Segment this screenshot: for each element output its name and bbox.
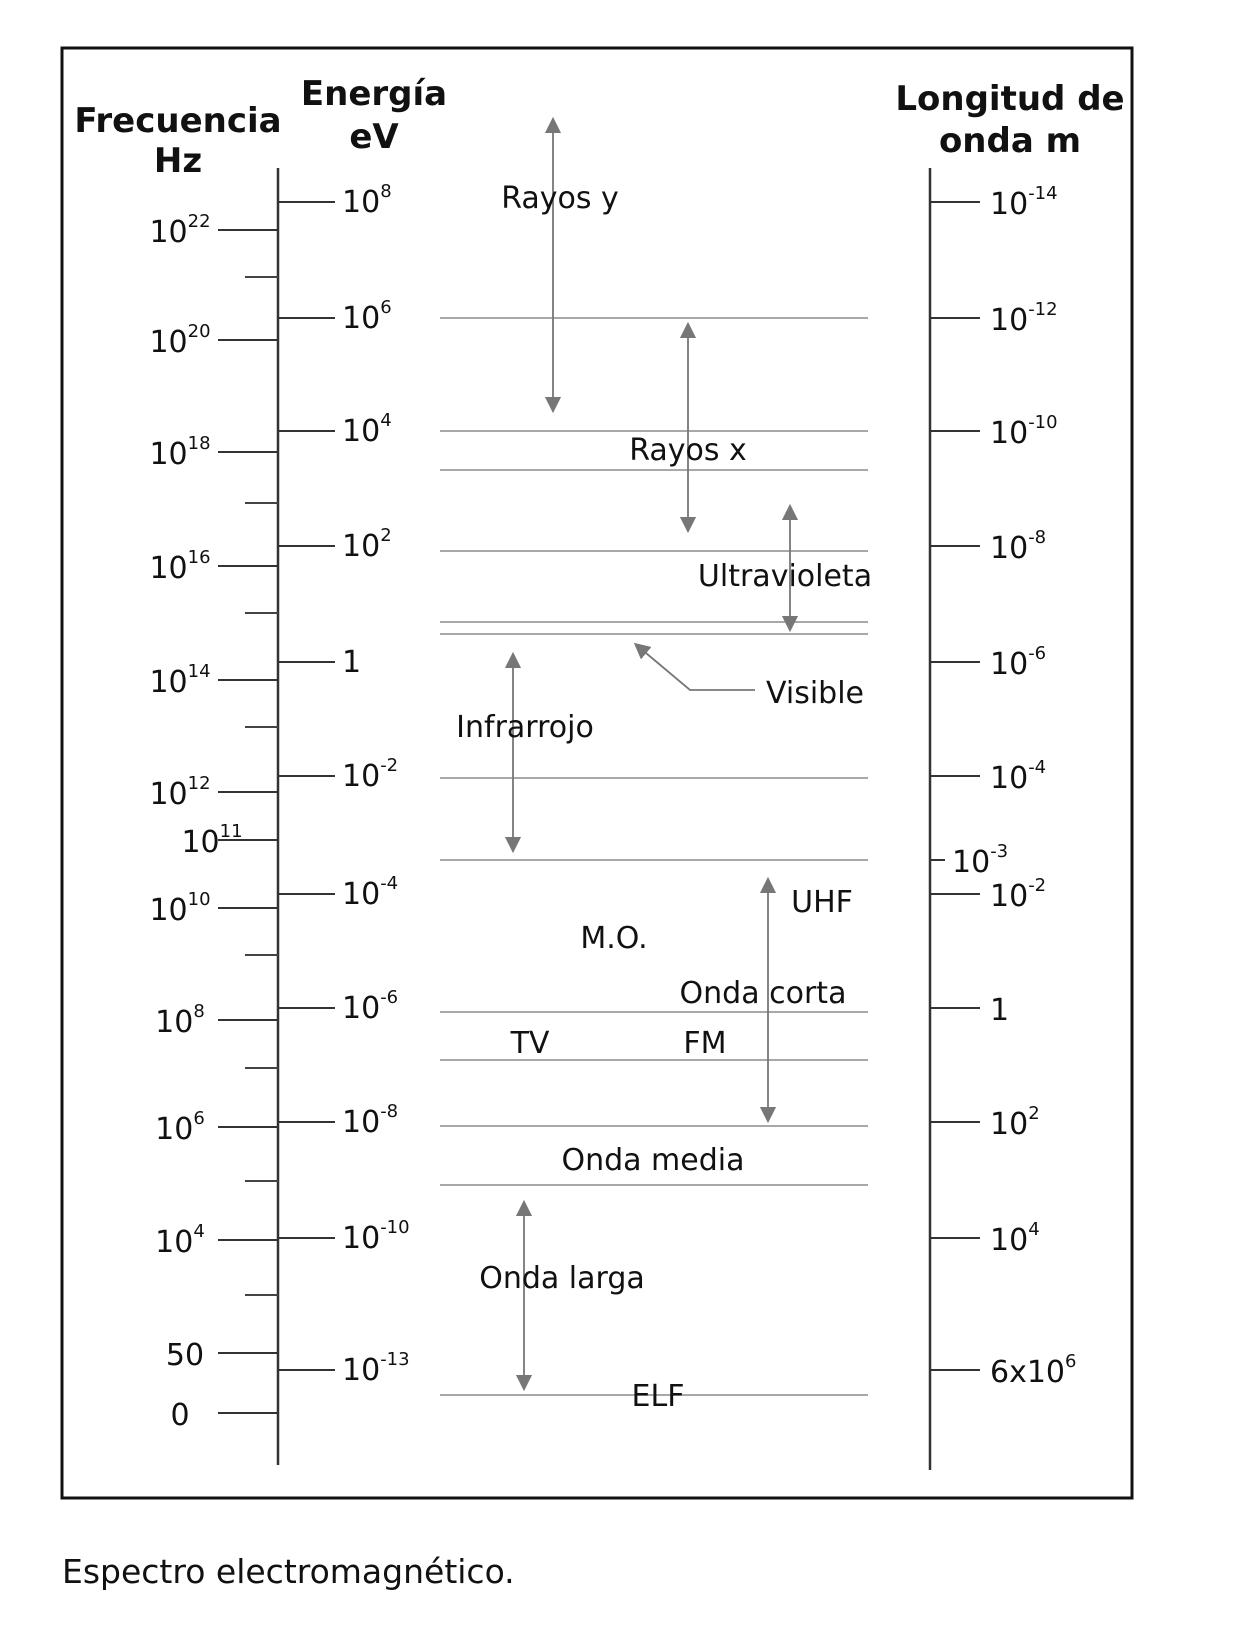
energy-label: $10^8$ (342, 181, 392, 220)
wavelength-label: $10^{-2}$ (990, 875, 1047, 914)
wavelength-label: $10^{-4}$ (990, 757, 1047, 796)
frequency-label: $10^{11}$ (181, 821, 243, 860)
band-label-ultraviolet: Ultravioleta (697, 559, 873, 594)
band-labels (456, 181, 872, 1414)
frequency-labels (149, 211, 278, 1433)
wavelength-label: $10^{-3}$ (952, 841, 1009, 880)
frequency-label: 50 (165, 1338, 205, 1373)
frequency-label: $10^{18}$ (149, 433, 211, 472)
band-label-fm: FM (683, 1026, 727, 1061)
header-energy-line2: eV (349, 117, 399, 157)
band-label-short-wave: Onda corta (679, 976, 847, 1011)
header-wavelength-line1: Longitud de (895, 79, 1125, 119)
band-label-medium-wave: Onda media (561, 1143, 745, 1178)
band-label-gamma-rays: Rayos y (501, 181, 619, 216)
left-minor-ticks (245, 277, 278, 1295)
wavelength-label: $6x10^6$ (990, 1351, 1077, 1390)
visible-pointer-arrow (640, 648, 755, 690)
frequency-label: $10^8$ (155, 1001, 205, 1040)
energy-label: $10^{-8}$ (342, 1101, 399, 1140)
energy-label: $10^{-6}$ (342, 987, 399, 1026)
frequency-label: $10^6$ (155, 1108, 205, 1147)
energy-label: $10^{-13}$ (342, 1349, 410, 1388)
band-label-tv: TV (510, 1026, 550, 1061)
wavelength-label: $10^{-8}$ (990, 527, 1047, 566)
frequency-label: $10^{20}$ (149, 321, 211, 360)
frequency-label: $10^{22}$ (149, 211, 211, 250)
frequency-label: $10^{10}$ (149, 889, 211, 928)
wavelength-label: $10^{-10}$ (990, 412, 1058, 451)
band-label-elf: ELF (631, 1379, 685, 1414)
energy-label: $10^{-10}$ (342, 1217, 410, 1256)
band-label-microwave: M.O. (580, 921, 648, 956)
header-frequency-line1: Frecuencia (74, 101, 282, 141)
band-label-visible: Visible (766, 676, 864, 711)
band-label-long-wave: Onda larga (479, 1261, 645, 1296)
left-scale (149, 168, 409, 1465)
band-label-x-rays: Rayos x (629, 433, 747, 468)
header-wavelength (895, 79, 1124, 161)
header-energy (301, 74, 447, 157)
frequency-label: $10^4$ (155, 1221, 205, 1260)
band-arrows (513, 125, 790, 1383)
frequency-label: 0 (170, 1398, 190, 1433)
energy-labels (278, 181, 410, 1388)
header-frequency (74, 101, 281, 181)
wavelength-label: 1 (990, 993, 1010, 1028)
band-label-uhf: UHF (791, 885, 853, 920)
energy-label: $10^6$ (342, 297, 392, 336)
band-label-infrared: Infrarrojo (456, 710, 594, 745)
band-boundaries (440, 318, 868, 1395)
right-scale (930, 168, 1076, 1470)
frequency-label: $10^{12}$ (149, 773, 211, 812)
energy-label: $10^4$ (342, 410, 392, 449)
wavelength-label: $10^2$ (990, 1103, 1040, 1142)
energy-label: $10^{-4}$ (342, 873, 399, 912)
energy-label: 1 (342, 645, 362, 680)
header-energy-line1: Energía (300, 74, 448, 114)
wavelength-label: $10^{-14}$ (990, 183, 1058, 222)
frequency-label: $10^{14}$ (149, 661, 211, 700)
energy-label: $10^{-2}$ (342, 755, 399, 794)
header-wavelength-line2: onda m (938, 121, 1082, 161)
wavelength-labels (930, 183, 1076, 1390)
wavelength-label: $10^4$ (990, 1219, 1040, 1258)
frequency-label: $10^{16}$ (149, 547, 211, 586)
wavelength-label: $10^{-12}$ (990, 299, 1058, 338)
energy-label: $10^2$ (342, 525, 392, 564)
wavelength-label: $10^{-6}$ (990, 643, 1047, 682)
header-frequency-line2: Hz (153, 141, 203, 181)
figure-caption: Espectro electromagnético. (62, 1552, 515, 1591)
